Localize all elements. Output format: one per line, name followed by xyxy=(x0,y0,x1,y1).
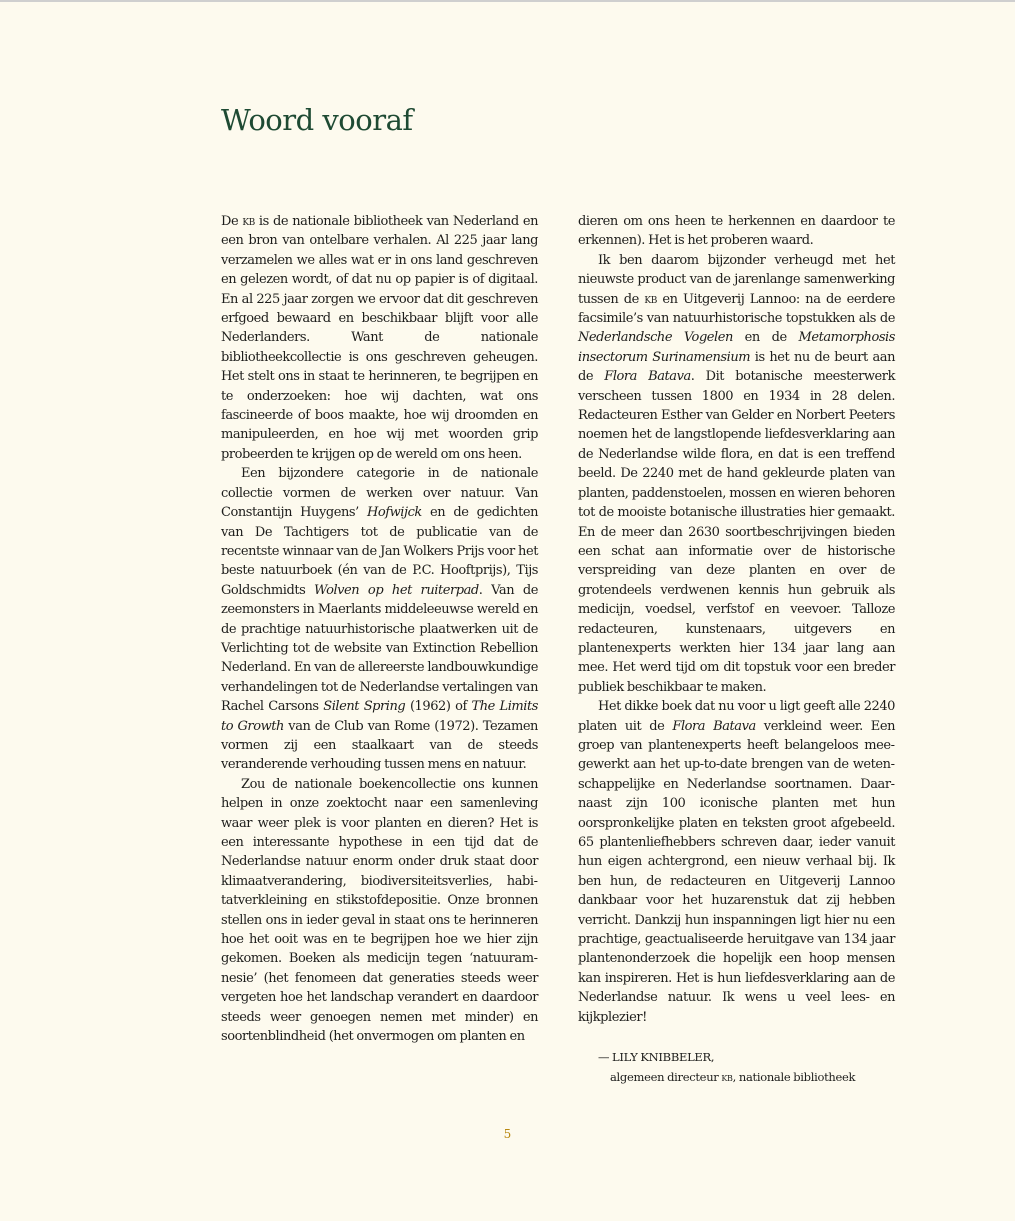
paragraph-2: Een bijzondere categorie in de nationale collectie vormen de werken over natuur. Van Constantijn Huygens’ Hofwijck en de gedichten van De Tachtigers tot de publicatie van de recentste winnaar van de Jan Wolkers Prijs voor het beste natuurboek (én van de P.C. Hooftprijs), Tijs Goldschmidts Wolven op het ruiterpad. Van de zeemonsters in Maerlants middeleeuwse wereld en de prachtige natuurhistorische plaatwerken uit de Verlichting tot de website van Extinction Rebellion Nederland. En van de allereerste landbouwkundige verhandelingen tot de Nederlandse vertalingen van Rachel Carsons Silent Spring (1962) of The Limits to Growth van de Club van Rome (1972). Tezamen vormen zij een staalkaart van de steeds veranderende verhouding tussen mens en natuur. xyxy=(221,466,539,773)
book-title: The Limits to Growth xyxy=(221,699,538,734)
signature-role: algemeen directeur kb, nationale bibliotheek xyxy=(610,1070,856,1085)
page-number: 5 xyxy=(503,1127,512,1141)
paragraph-continued: dieren om ons heen te herkennen en daardoor te erkennen). Het is het proberen waard. xyxy=(578,214,895,249)
book-title: Metamorphosis insectorum Surinamensium xyxy=(578,330,895,365)
book-title: Flora Batava xyxy=(604,369,691,385)
kb-abbreviation: kb xyxy=(644,291,657,307)
paragraph-3: Zou de nationale boekencollectie ons kunnen helpen in onze zoektocht naar een samenleving waar weer plek is voor planten en dieren? Het is een interessante hypothese in een tijd dat de Nederlandse natuur enorm onder druk staat door klimaatverandering, biodiversiteitsverlies, habitatverkleining en stikstofdepositie. Onze bronnen stellen ons in ieder geval in staat ons te herinneren hoe het ooit was en te begrijpen hoe we hier zijn gekomen. Boeken als medicijn tegen ‘natuuramnesie’ (het fenomeen dat generaties steeds weer vergeten hoe het landschap verandert en daardoor steeds weer genoegen nemen met minder) en soortenblindheid (het onvermogen om planten en xyxy=(221,776,538,1045)
kb-abbreviation: kb xyxy=(242,214,255,229)
page-title: Woord vooraf xyxy=(221,103,413,137)
paragraph-1: De kb is de nationale bibliotheek van Nederland en een bron van ontelbare verhalen. Al 225 jaar lang verzamelen we alles wat er in ons land geschreven en gelezen wordt, of dat nu op papier is of digitaal. En al 225 jaar zorgen we ervoor dat dit geschreven erfgoed bewaard en beschikbaar blijft voor alle Nederlanders. Want de nationale bibliotheekcollectie is ons geschreven geheugen. Het stelt ons in staat te herinneren, te begrijpen en te onderzoeken: hoe wij dachten, wat ons fascineerde of boos maakte, hoe wij droomden en manipuleerden, en hoe wij met woorden grip probeerden te krijgen op de wereld om ons heen. xyxy=(221,214,538,462)
right-column xyxy=(578,212,895,1087)
top-border xyxy=(0,0,1015,2)
signature-name: — LILY KNIBBELER, xyxy=(598,1050,715,1065)
book-title: Flora Batava xyxy=(672,718,756,734)
paragraph-5: Het dikke boek dat nu voor u ligt geeft alle 2240 platen uit de Flora Batava verkleind weer. Een groep van plantenexperts heeft belangeloos meegewerkt aan het up-to-date brengen van de wetenschappelijke en Nederlandse soortnamen. Daarnaast zijn 100 iconische planten met hun oorspronkelijke platen en teksten groot afgebeeld. 65 plantenliefhebbers schreven daar, ieder vanuit hun eigen achtergrond, een nieuw verhaal bij. Ik ben hun, de redacteuren en Uitgeverij Lannoo dankbaar voor het huzarenstuk dat zij hebben verricht. Dankzij hun inspanningen ligt hier nu een prachtige, geactualiseerde heruitgave van 134 jaar plantenonderzoek die hopelijk een hoop mensen kan inspireren. Het is hun liefdesverklaring aan de Nederlandse natuur. Ik wens u veel lees- en kijkplezier! xyxy=(578,699,896,1025)
signature xyxy=(578,1047,895,1087)
paragraph-4: Ik ben daarom bijzonder verheugd met het nieuwste product van de jarenlange samenwerking tussen de kb en Uitgeverij Lannoo: na de eerdere facsimile’s van natuurhistorische topstukken als de Nederlandsche Vogelen en de Metamorphosis insectorum Surinamensium is het nu de beurt aan de Flora Batava. Dit botanische meesterwerk verscheen tussen 1800 en 1934 in 28 delen. Redacteuren Esther van Gelder en Norbert Peeters noemen het de langstlopende liefdesverklaring aan de Nederlandse wilde flora, en dat is een treffend beeld. De 2240 met de hand gekleurde platen van planten, paddenstoelen, mossen en wieren behoren tot de mooiste botanische illustraties hier gemaakt. En de meer dan 2630 soortbeschrijvingen bieden een schat aan informatie over de historische verspreiding van deze planten en over de grotendeels verdwenen kennis hun gebruik als medicijn, voedsel, verfstof en veevoer. Talloze redacteuren, kunstenaars, uitgevers en plantenexperts werkten hier 134 jaar lang aan mee. Het werd tijd om dit topstuk voor een breder publiek beschikbaar te maken. xyxy=(578,252,895,695)
book-title: Nederlandsche Vogelen xyxy=(578,330,733,346)
book-title: Silent Spring xyxy=(323,699,406,715)
left-column xyxy=(221,212,538,1046)
book-title: Wolven op het ruiterpad xyxy=(314,582,479,598)
book-title: Hofwijck xyxy=(366,505,422,521)
